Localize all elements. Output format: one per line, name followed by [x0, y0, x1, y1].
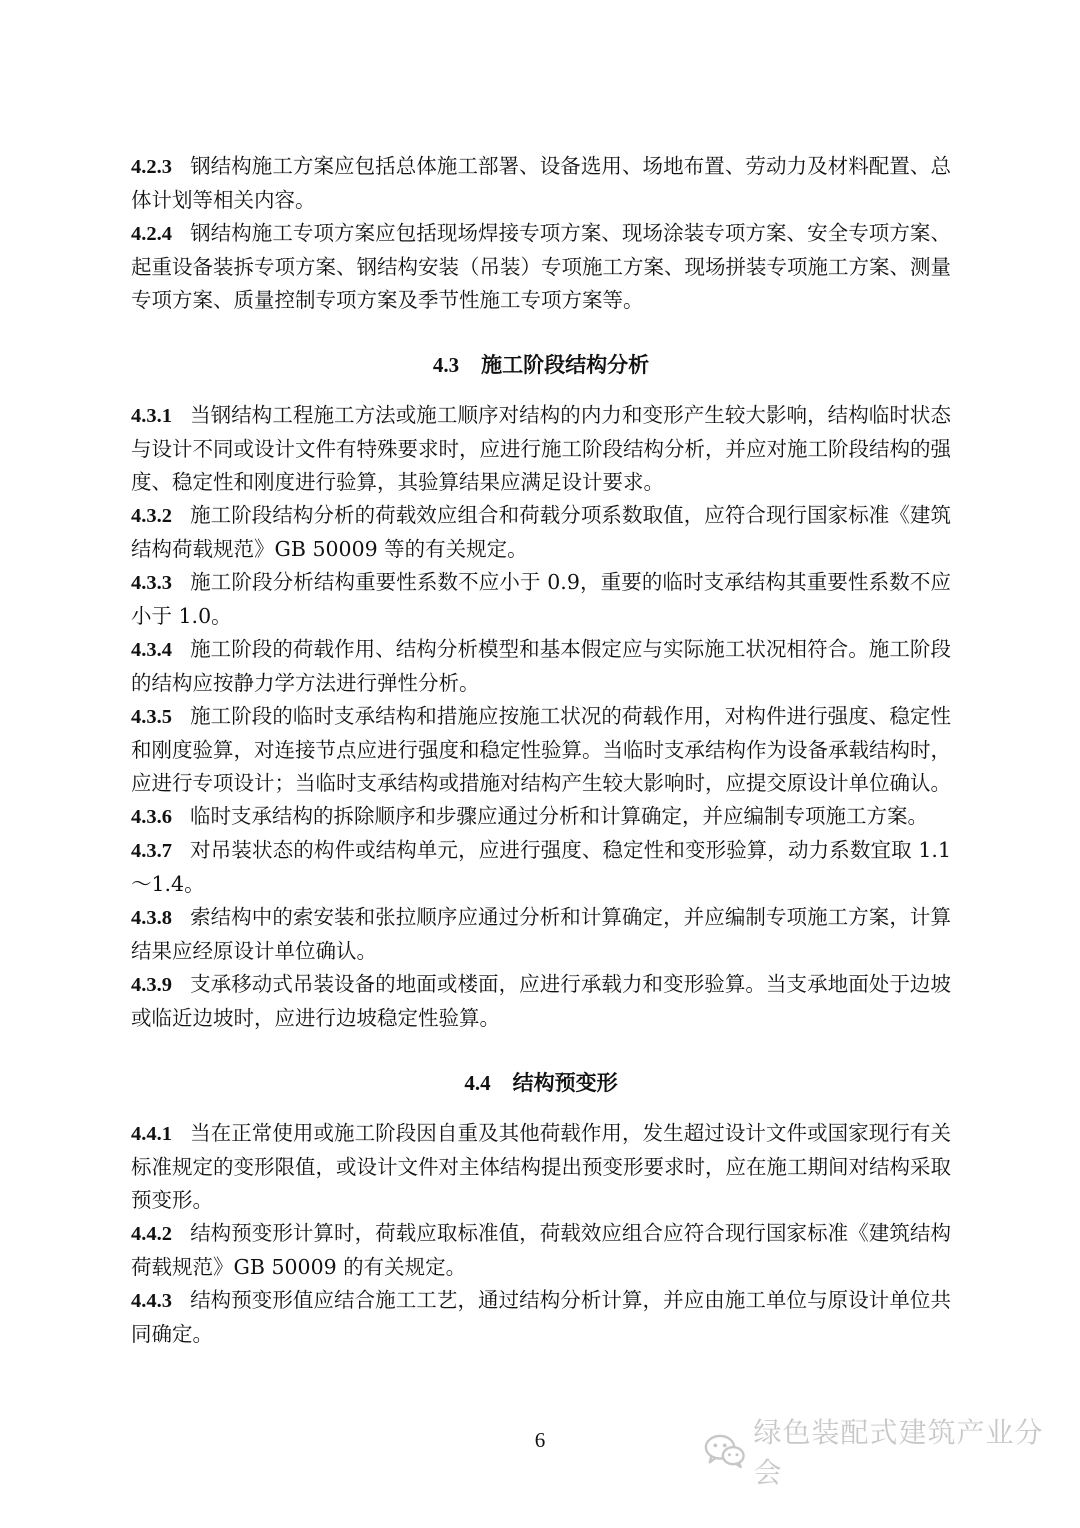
clause-number: 4.3.4 — [131, 639, 172, 661]
clause-number: 4.3.2 — [131, 505, 172, 527]
clause-text: 当钢结构工程施工方法或施工顺序对结构的内力和变形产生较大影响，结构临时状态与设计不同或设计文件有特殊要求时，应进行施工阶段结构分析，并应对施工阶段结构的强度、稳定性和刚度进行验算，其验算结果应满足设计要求。 — [131, 403, 951, 494]
clause-text: 施工阶段分析结构重要性系数不应小于 0.9，重要的临时支承结构其重要性系数不应小于 1.0。 — [131, 570, 951, 628]
clause-4-2-3 — [131, 150, 951, 217]
clause-number: 4.3.5 — [131, 706, 172, 728]
page-content — [131, 150, 951, 1351]
section-heading-4-4 — [131, 1067, 951, 1100]
clause-4-3-4 — [131, 633, 951, 700]
clause-4-3-7 — [131, 834, 951, 901]
watermark — [704, 1416, 1054, 1489]
section-title: 施工阶段结构分析 — [481, 353, 650, 377]
clause-text: 施工阶段的临时支承结构和措施应按施工状况的荷载作用，对构件进行强度、稳定性和刚度验算，对连接节点应进行强度和稳定性验算。当临时支承结构作为设备承载结构时，应进行专项设计；当临时支承结构或措施对结构产生较大影响时，应提交原设计单位确认。 — [131, 704, 951, 795]
clause-number: 4.2.3 — [131, 156, 172, 178]
clause-4-3-2 — [131, 499, 951, 566]
clause-number: 4.2.4 — [131, 223, 172, 245]
clause-number: 4.3.7 — [131, 840, 172, 862]
clause-text: 施工阶段的荷载作用、结构分析模型和基本假定应与实际施工状况相符合。施工阶段的结构应按静力学方法进行弹性分析。 — [131, 637, 951, 695]
section-heading-4-3 — [131, 349, 951, 382]
clause-4-3-1 — [131, 399, 951, 499]
clause-number: 4.3.6 — [131, 806, 172, 828]
clause-4-3-9 — [131, 968, 951, 1035]
clause-text: 索结构中的索安装和张拉顺序应通过分析和计算确定，并应编制专项施工方案，计算结果应经原设计单位确认。 — [131, 905, 951, 963]
clause-number: 4.3.3 — [131, 572, 172, 594]
section-number: 4.4 — [464, 1071, 491, 1095]
clause-text: 结构预变形值应结合施工工艺，通过结构分析计算，并应由施工单位与原设计单位共同确定。 — [131, 1288, 951, 1346]
clause-4-3-5 — [131, 700, 951, 800]
clause-4-3-3 — [131, 566, 951, 633]
clause-text: 钢结构施工专项方案应包括现场焊接专项方案、现场涂装专项方案、安全专项方案、起重设备装拆专项方案、钢结构安装（吊装）专项施工方案、现场拼装专项施工方案、测量专项方案、质量控制专项方案及季节性施工专项方案等。 — [131, 221, 951, 312]
watermark-text: 绿色装配式建筑产业分会 — [753, 1416, 1044, 1489]
clause-number: 4.3.1 — [131, 405, 172, 427]
clause-text: 当在正常使用或施工阶段因自重及其他荷载作用，发生超过设计文件或国家现行有关标准规定的变形限值，或设计文件对主体结构提出预变形要求时，应在施工期间对结构采取预变形。 — [131, 1121, 951, 1212]
clause-4-4-3 — [131, 1284, 951, 1351]
clause-text: 钢结构施工方案应包括总体施工部署、设备选用、场地布置、劳动力及材料配置、总体计划等相关内容。 — [131, 154, 951, 212]
clause-4-3-6 — [131, 800, 951, 834]
clause-number: 4.3.9 — [131, 974, 172, 996]
clause-number: 4.4.3 — [131, 1290, 172, 1312]
section-number: 4.3 — [432, 353, 460, 377]
clause-4-3-8 — [131, 901, 951, 968]
wechat-icon — [704, 1431, 745, 1471]
clause-4-2-4 — [131, 217, 951, 317]
clause-number: 4.3.8 — [131, 907, 172, 929]
section-title: 结构预变形 — [512, 1071, 618, 1095]
clause-text: 结构预变形计算时，荷载应取标准值，荷载效应组合应符合现行国家标准《建筑结构荷载规范》GB 50009 的有关规定。 — [131, 1221, 951, 1279]
clause-number: 4.4.1 — [131, 1123, 172, 1145]
clause-4-4-1 — [131, 1117, 951, 1217]
clause-4-4-2 — [131, 1217, 951, 1284]
clause-text: 施工阶段结构分析的荷载效应组合和荷载分项系数取值，应符合现行国家标准《建筑结构荷载规范》GB 50009 等的有关规定。 — [131, 503, 951, 561]
clause-text: 对吊装状态的构件或结构单元，应进行强度、稳定性和变形验算，动力系数宜取 1.1～1.4。 — [131, 838, 951, 896]
clause-number: 4.4.2 — [131, 1223, 172, 1245]
clause-text: 支承移动式吊装设备的地面或楼面，应进行承载力和变形验算。当支承地面处于边坡或临近边坡时，应进行边坡稳定性验算。 — [131, 972, 951, 1030]
clause-text: 临时支承结构的拆除顺序和步骤应通过分析和计算确定，并应编制专项施工方案。 — [190, 804, 928, 828]
page-number: 6 — [534, 1428, 546, 1452]
